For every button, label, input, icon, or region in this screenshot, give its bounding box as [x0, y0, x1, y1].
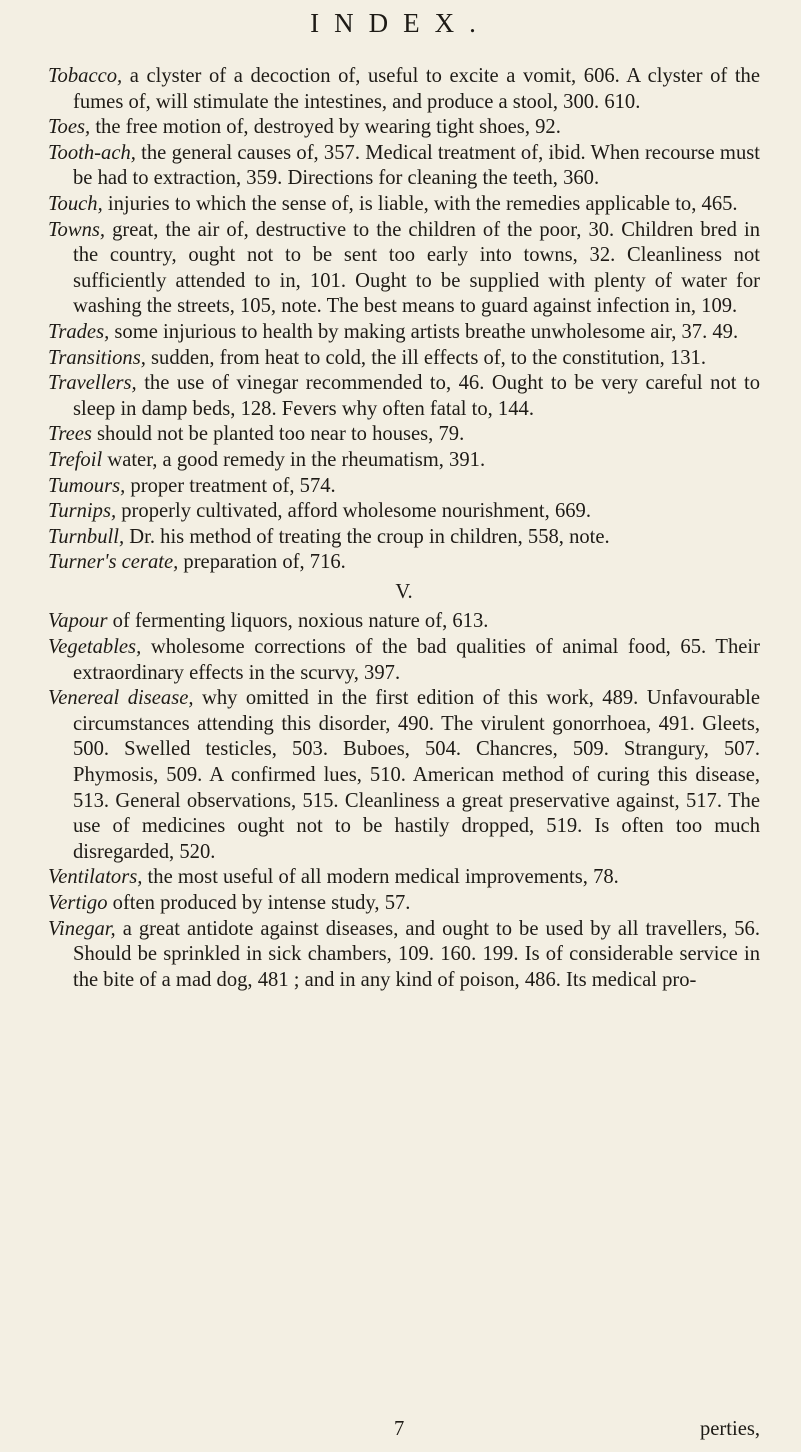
index-text: properly cultivated, afford wholesome nourishment, 669. — [116, 500, 591, 523]
section-heading-v: V. — [395, 580, 413, 603]
index-text: sudden, from heat to cold, the ill effects of, to the constitution, 131. — [145, 346, 706, 369]
index-text: water, a good remedy in the rheumatism, 391. — [102, 448, 486, 471]
index-entry — [48, 141, 760, 192]
index-entry — [48, 448, 760, 474]
index-entries-t — [48, 64, 760, 576]
index-term: Trades, — [48, 320, 110, 343]
index-entry — [48, 218, 760, 320]
index-term: Turnips, — [48, 500, 117, 523]
index-term: Transitions, — [48, 346, 146, 369]
index-term: Trees — [48, 423, 92, 446]
index-entry — [48, 320, 760, 346]
index-text: often produced by intense study, 57. — [107, 892, 411, 914]
index-text: the free motion of, destroyed by wearing tight shoes, 92. — [90, 116, 561, 139]
index-text: proper treatment of, 574. — [125, 474, 336, 497]
index-term: Toes, — [48, 116, 91, 139]
page-header: INDEX. — [310, 8, 491, 38]
index-term: Tumours, — [48, 474, 126, 497]
index-entry — [48, 346, 760, 372]
index-text: the most useful of all modern medical improvements, 78. — [142, 866, 619, 889]
index-entry — [48, 865, 760, 891]
index-entry — [48, 686, 760, 865]
index-entry — [48, 499, 760, 525]
index-entry — [48, 64, 760, 115]
index-entry — [48, 474, 760, 500]
index-term: Vegetables, — [48, 636, 142, 659]
index-term: Vertigo — [48, 892, 108, 914]
index-text: why omitted in the first edition of this work, 489. Unfavourable circumstances attending this disorder, 490. The virulent gonorrhoea, 491. Gleets, 500. Swelled testicles, 503. Buboes, 504. Chancres, 509. Strangury, 507. Phymosis, 509. A confirmed lues, 510. American method of curing this disease, 513. General observations, 515. Cleanliness a great preservative against, 517. The use of medicines ought not to be hastily dropped, 519. Is often too much disregarded, 520. — [73, 687, 760, 863]
index-text: injuries to which the sense of, is liable, with the remedies applicable to, 465. — [102, 192, 738, 215]
index-text: the use of vinegar recommended to, 46. Ought to be very careful not to sleep in damp beds, 128. Fevers why often fatal to, 144. — [73, 372, 760, 420]
index-text: wholesome corrections of the bad qualities of animal food, 65. Their extraordinary effects in the scurvy, 397. — [73, 636, 760, 684]
index-text: preparation of, 716. — [178, 551, 346, 574]
index-text: a clyster of a decoction of, useful to excite a vomit, 606. A clyster of the fumes of, will stimulate the intestines, and produce a stool, 300. 610. — [73, 65, 760, 113]
index-content — [48, 64, 760, 993]
index-term: Trefoil — [48, 448, 103, 471]
index-entries-v — [48, 609, 760, 993]
index-text: the general causes of, 357. Medical treatment of, ibid. When recourse must be had to extraction, 359. Directions for cleaning the teeth, 360. — [73, 141, 760, 190]
signature-mark: 7 — [394, 1418, 405, 1440]
index-term: Turner's cerate, — [48, 551, 179, 574]
index-entry — [48, 115, 760, 141]
index-term: Touch, — [48, 192, 103, 215]
index-term: Vinegar, — [48, 917, 116, 940]
index-term: Venereal disease, — [48, 687, 194, 710]
index-term: Tooth-ach, — [48, 141, 136, 164]
index-term: Turnbull, — [48, 525, 125, 548]
index-entry — [48, 371, 760, 422]
catchword: perties, — [700, 1418, 761, 1440]
index-entry — [48, 891, 760, 917]
index-text: some injurious to health by making artists breathe unwholesome air, 37. 49. — [109, 320, 739, 343]
index-text: great, the air of, destructive to the children of the poor, 30. Children bred in the country, ought not to be sent too early into towns, 32. Cleanliness not sufficiently attended to in, 101. Ought to be supplied with plenty of water for washing the streets, 105, note. The best means to guard against infection in, 109. — [73, 218, 760, 318]
index-entry — [48, 192, 760, 218]
index-entry — [48, 917, 760, 994]
index-term: Ventilators, — [48, 866, 143, 889]
index-text: should not be planted too near to houses, 79. — [91, 423, 465, 446]
index-text: a great antidote against diseases, and ought to be used by all travellers, 56. Should be sprinkled in sick chambers, 109. 160. 199. Is of considerable service in the bite of a mad dog, 481 ; and in any kind of poison, 486. Its medical pro- — [73, 917, 760, 991]
index-text: of fermenting liquors, noxious nature of, 613. — [107, 610, 489, 633]
index-entry — [48, 525, 760, 551]
index-entry — [48, 609, 760, 635]
index-entry — [48, 635, 760, 686]
index-text: Dr. his method of treating the croup in children, 558, note. — [124, 525, 610, 548]
index-term: Vapour — [48, 610, 108, 633]
index-term: Towns, — [48, 218, 106, 241]
index-term: Tobacco, — [48, 65, 123, 87]
index-entry — [48, 550, 760, 576]
index-entry — [48, 422, 760, 448]
index-term: Travellers, — [48, 372, 137, 395]
